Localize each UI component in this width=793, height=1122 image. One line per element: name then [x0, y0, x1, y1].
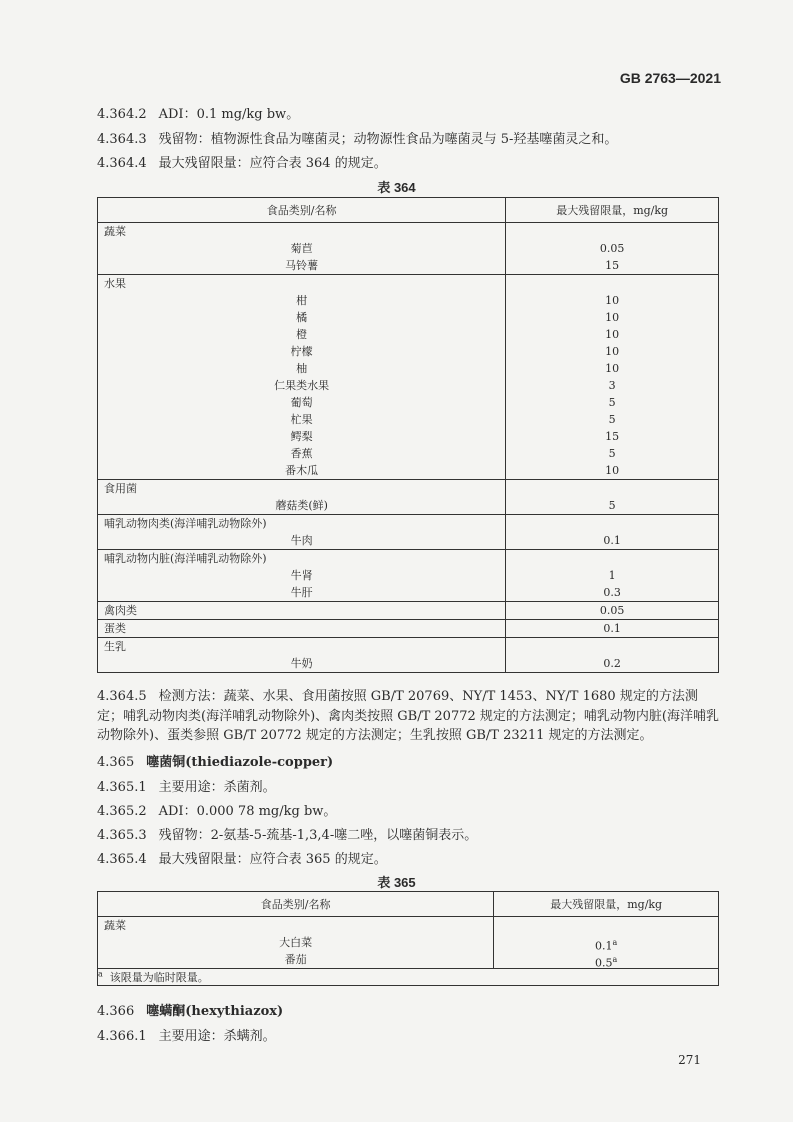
clause-number: 4.365.3 — [97, 828, 147, 843]
mrl-value: 0.1 — [603, 622, 621, 635]
clause-4-365-2 — [97, 800, 336, 819]
mrl-value: 5 — [608, 447, 616, 460]
category-label: 蛋类 — [104, 622, 126, 635]
mrl-value: 0.2 — [603, 657, 621, 670]
food-name: 香蕉 — [290, 447, 313, 460]
category-label: 哺乳动物肉类(海洋哺乳动物除外) — [104, 517, 267, 530]
category-label: 蔬菜 — [104, 919, 126, 932]
column-header-mrl: 最大残留限量，mg/kg — [494, 892, 719, 917]
food-name: 大白菜 — [279, 936, 313, 949]
clause-text: ADI：0.1 mg/kg bw。 — [158, 107, 300, 122]
table-364-caption: 表 364 — [377, 180, 416, 195]
food-name: 番木瓜 — [285, 464, 319, 477]
mrl-value: 5 — [608, 413, 616, 426]
clause-number: 4.364.3 — [97, 132, 147, 147]
value-number: 0.5 — [595, 956, 613, 970]
food-name: 菊苣 — [290, 242, 313, 255]
table-row-vegetables — [98, 223, 719, 275]
mrl-value: 0.1 — [603, 534, 621, 547]
page-number: 271 — [678, 1053, 701, 1067]
clause-number: 4.365.4 — [97, 852, 147, 867]
clause-text: 主要用途：杀螨剂。 — [158, 1029, 276, 1044]
footnote-mark: a — [612, 938, 618, 947]
mrl-value: 0.05 — [599, 604, 625, 617]
value-number: 0.1 — [595, 939, 613, 953]
clause-4-365-4 — [97, 848, 387, 867]
mrl-value: 10 — [605, 294, 620, 307]
food-name: 柚 — [296, 362, 308, 375]
clause-4-365-1 — [97, 776, 276, 795]
section-number: 4.366 — [97, 1004, 135, 1019]
clause-number: 4.364.2 — [97, 107, 147, 122]
food-name: 杧果 — [290, 413, 313, 426]
section-4-365-heading — [97, 751, 333, 770]
clause-text: 检测方法：蔬菜、水果、食用菌按照 GB/T 20769、NY/T 1453、NY/T 1680 规定的方法测定；哺乳动物肉类(海洋哺乳动物除外)、禽肉类按照 GB/T 20772 规定的方法测定；哺乳动物内脏(海洋哺乳动物除外)、蛋类参照 GB/T 20772 规定的方法测定；生乳按照 GB/T 23211 规定的方法测定。 — [97, 689, 719, 743]
mrl-value: 10 — [605, 464, 620, 477]
clause-text: 残留物：2-氨基-5-巯基-1,3,4-噻二唑，以噻菌铜表示。 — [158, 828, 478, 843]
clause-number: 4.366.1 — [97, 1029, 147, 1044]
food-name: 番茄 — [284, 953, 307, 966]
table-row-mammal-offal — [98, 550, 719, 602]
table-footnote-row — [98, 969, 719, 986]
food-name: 牛肝 — [290, 586, 313, 599]
category-label: 水果 — [104, 277, 126, 290]
clause-text: ADI：0.000 78 mg/kg bw。 — [158, 804, 337, 819]
mrl-value: 10 — [605, 311, 620, 324]
clause-4-364-3 — [97, 128, 617, 147]
table-row-mammal-meat — [98, 515, 719, 550]
section-title: 噻菌铜(thiediazole-copper) — [146, 755, 334, 770]
table-364 — [97, 197, 719, 673]
clause-text: 主要用途：杀菌剂。 — [158, 780, 276, 795]
food-name: 牛奶 — [290, 657, 313, 670]
mrl-value: 5 — [608, 396, 616, 409]
table-row-eggs — [98, 620, 719, 638]
food-name: 马铃薯 — [285, 259, 319, 272]
clause-number: 4.365.2 — [97, 804, 147, 819]
clause-4-366-1 — [97, 1025, 276, 1044]
mrl-value: 15 — [605, 259, 620, 272]
mrl-value: 0.3 — [603, 586, 621, 599]
table-365 — [97, 891, 719, 986]
mrl-value: 15 — [605, 430, 620, 443]
food-name: 橙 — [296, 328, 308, 341]
food-name: 柑 — [296, 294, 308, 307]
mrl-value — [494, 917, 718, 951]
mrl-value: 5 — [608, 499, 616, 512]
mrl-value: 0.05 — [599, 242, 625, 255]
food-name: 牛肾 — [290, 569, 313, 582]
clause-number: 4.364.5 — [97, 689, 147, 704]
section-number: 4.365 — [97, 755, 135, 770]
category-label: 哺乳动物内脏(海洋哺乳动物除外) — [104, 552, 267, 565]
table-row-poultry-meat — [98, 602, 719, 620]
table-row-edible-fungi — [98, 480, 719, 515]
clause-text: 最大残留限量：应符合表 365 的规定。 — [158, 852, 387, 867]
column-header-mrl: 最大残留限量，mg/kg — [506, 198, 719, 223]
column-header-food: 食品类别/名称 — [98, 198, 506, 223]
food-name: 柠檬 — [290, 345, 313, 358]
category-label: 食用菌 — [104, 482, 137, 495]
mrl-value: 10 — [605, 345, 620, 358]
clause-4-364-2 — [97, 103, 299, 122]
clause-number: 4.365.1 — [97, 780, 147, 795]
clause-text: 最大残留限量：应符合表 364 的规定。 — [158, 156, 387, 171]
clause-4-365-3 — [97, 824, 477, 843]
mrl-value: 3 — [608, 379, 616, 392]
category-label: 生乳 — [104, 640, 126, 653]
category-label: 禽肉类 — [104, 604, 137, 617]
table-header-row — [98, 892, 719, 917]
clause-4-364-5 — [97, 687, 719, 746]
mrl-value — [494, 951, 718, 968]
food-name: 鳄梨 — [290, 430, 313, 443]
food-name: 牛肉 — [290, 534, 313, 547]
category-label: 蔬菜 — [104, 225, 126, 238]
clause-number: 4.364.4 — [97, 156, 147, 171]
mrl-value: 1 — [608, 569, 616, 582]
section-4-366-heading — [97, 1000, 283, 1019]
footnote-text: 该限量为临时限量。 — [109, 971, 209, 984]
clause-text: 残留物：植物源性食品为噻菌灵；动物源性食品为噻菌灵与 5-羟基噻菌灵之和。 — [158, 132, 618, 147]
mrl-value: 10 — [605, 328, 620, 341]
food-name: 葡萄 — [290, 396, 313, 409]
section-title: 噻螨酮(hexythiazox) — [146, 1004, 284, 1019]
clause-4-364-4 — [97, 152, 387, 171]
footnote-mark: a — [98, 969, 103, 979]
column-header-food: 食品类别/名称 — [98, 892, 494, 917]
mrl-value: 10 — [605, 362, 620, 375]
footnote-mark: a — [612, 955, 618, 964]
table-row-raw-milk — [98, 638, 719, 673]
food-name: 橘 — [296, 311, 308, 324]
table-header-row — [98, 198, 719, 223]
food-name: 仁果类水果 — [274, 379, 330, 392]
table-row-vegetables — [98, 917, 719, 969]
food-name: 蘑菇类(鲜) — [275, 499, 328, 512]
table-365-caption: 表 365 — [377, 875, 416, 890]
standard-code: GB 2763—2021 — [619, 70, 721, 86]
table-row-fruits — [98, 275, 719, 480]
